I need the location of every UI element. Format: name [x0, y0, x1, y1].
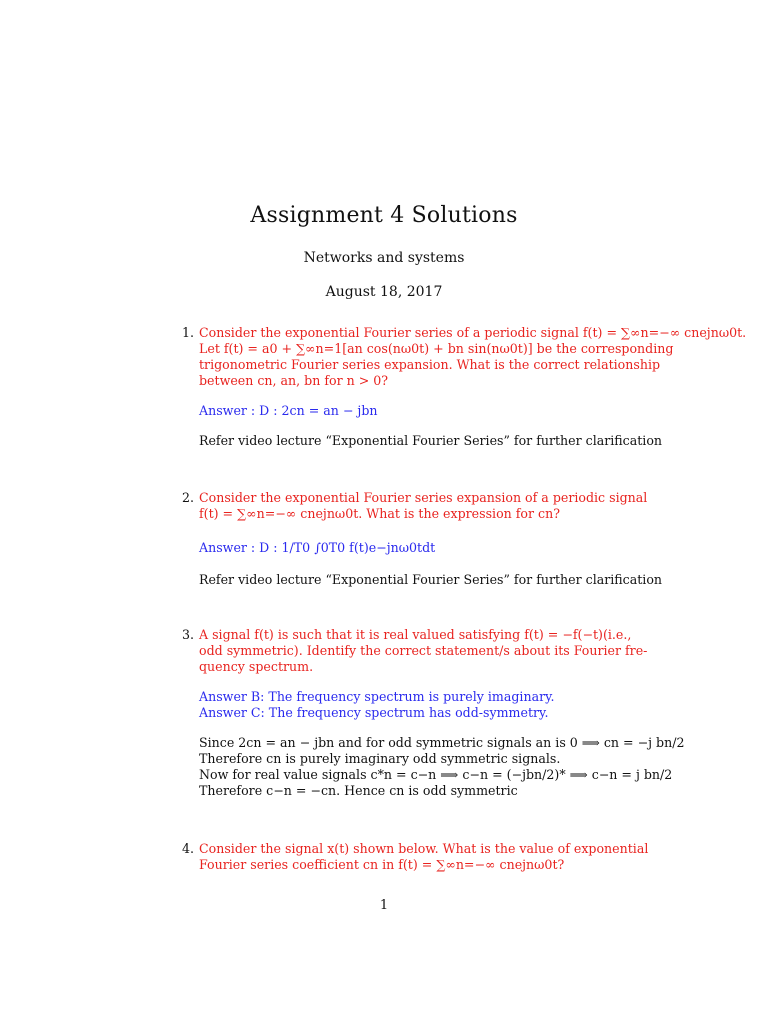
question-number: 1.	[182, 325, 195, 340]
note-text: Now for real value signals c*n = c−n ⟹ c−n = (−jbn/2)* ⟹ c−n = j bn/2	[199, 767, 673, 782]
question-text-line: A signal f(t) is such that it is real valued satisfying f(t) = −f(−t)(i.e.,	[199, 627, 632, 642]
question-text-line: odd symmetric). Identify the correct statement/s about its Fourier fre-	[199, 643, 648, 658]
question-number: 4.	[182, 841, 195, 856]
question-text-line: between cn, an, bn for n > 0?	[199, 373, 389, 388]
page-number: 1	[379, 898, 389, 913]
note-text: Refer video lecture “Exponential Fourier Series” for further clarification	[199, 572, 663, 587]
note-text: Refer video lecture “Exponential Fourier Series” for further clarification	[199, 433, 663, 448]
question-text-line: trigonometric Fourier series expansion. What is the correct relationship	[199, 357, 661, 372]
question-text-line: f(t) = ∑∞n=−∞ cnejnω0t. What is the expression for cn?	[199, 506, 560, 521]
question-text-line: Let f(t) = a0 + ∑∞n=1[an cos(nω0t) + bn sin(nω0t)] be the corresponding	[199, 341, 674, 356]
question-text-line: Consider the signal x(t) shown below. What is the value of exponential	[199, 841, 649, 856]
answer-text: Answer B: The frequency spectrum is purely imaginary.	[199, 689, 555, 704]
note-text: Therefore c−n = −cn. Hence cn is odd symmetric	[199, 783, 518, 798]
document-date: August 18, 2017	[325, 284, 443, 300]
answer-text: Answer C: The frequency spectrum has odd-symmetry.	[199, 705, 549, 720]
question-number: 2.	[182, 490, 195, 505]
question-text-line: quency spectrum.	[199, 659, 314, 674]
question-number: 3.	[182, 627, 195, 642]
note-text: Therefore cn is purely imaginary odd symmetric signals.	[199, 751, 561, 766]
document-title: Assignment 4 Solutions	[250, 203, 518, 228]
question-text-line: Fourier series coefficient cn in f(t) = ∑∞n=−∞ cnejnω0t?	[199, 857, 565, 872]
question-text-line: Consider the exponential Fourier series of a periodic signal f(t) = ∑∞n=−∞ cnejnω0t.	[199, 325, 747, 340]
document-subtitle: Networks and systems	[303, 250, 465, 266]
answer-text: Answer : D : 2cn = an − jbn	[199, 403, 378, 418]
note-text: Since 2cn = an − jbn and for odd symmetric signals an is 0 ⟹ cn = −j bn/2	[199, 735, 685, 750]
answer-text: Answer : D : 1/T0 ∫0T0 f(t)e−jnω0tdt	[199, 540, 436, 555]
question-text-line: Consider the exponential Fourier series expansion of a periodic signal	[199, 490, 648, 505]
